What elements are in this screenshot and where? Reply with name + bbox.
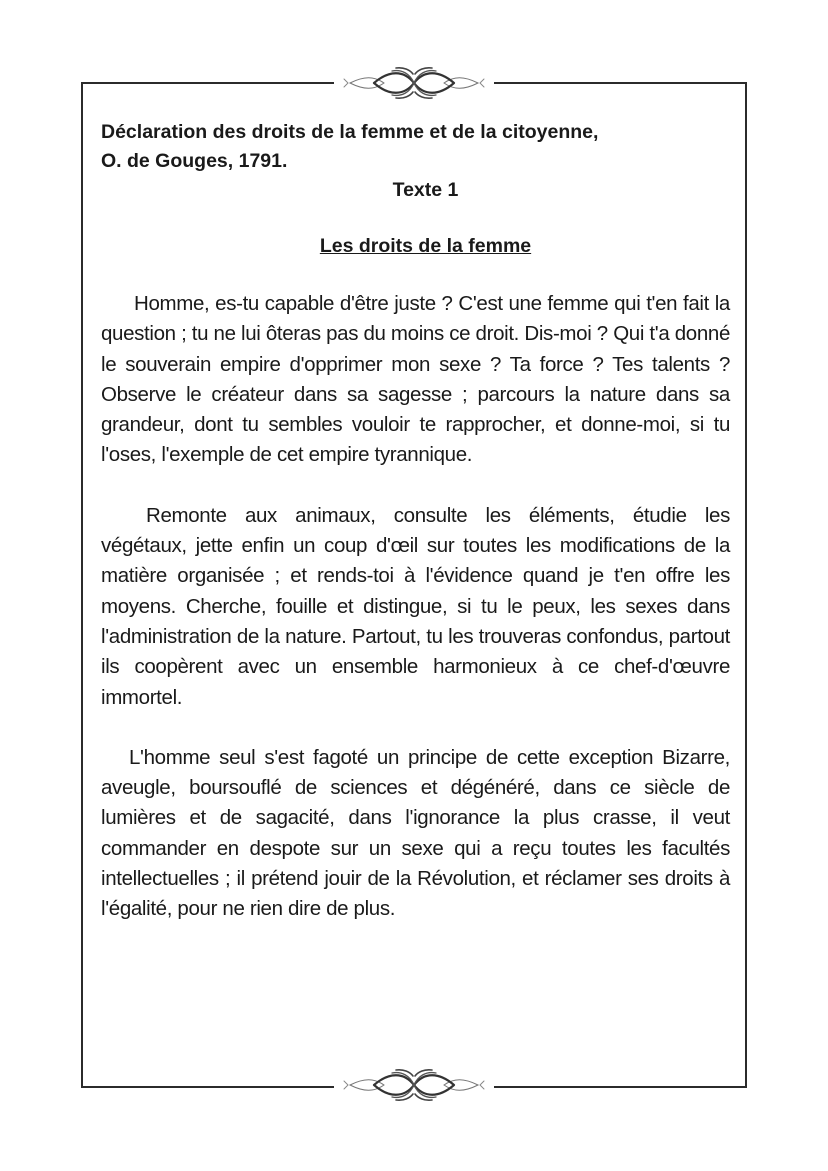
document-heading-author: O. de Gouges, 1791. bbox=[101, 150, 288, 172]
section-subtitle: Les droits de la femme bbox=[319, 235, 532, 257]
paragraph-1: Homme, es-tu capable d'être juste ? C'est une femme qui t'en fait la question ; tu ne lui ôteras pas du moins ce droit. Dis-moi ? Qui t'a donné le souverain empire d'opprimer mon sexe ? Ta force ? Tes talents ? Observe le créateur dans sa sagesse ; parcours la nature dans sa grandeur, dont tu sembles vouloir te rapprocher, et donne-moi, si tu l'oses, l'exemple de cet empire tyrannique. bbox=[101, 292, 730, 467]
bottom-flourish-ornament-icon bbox=[334, 1068, 494, 1102]
document-content bbox=[101, 118, 730, 925]
paragraph-3: L'homme seul s'est fagoté un principe de cette exception Bizarre, aveugle, boursouflé de sciences et dégénéré, dans ce siècle de lumières et de sagacité, dans l'ignorance la plus crasse, il veut commander en despote sur un sexe qui a reçu toutes les facultés intellectuelles ; il prétend jouir de la Révolution, et réclamer ses droits à l'égalité, pour ne rien dire de plus. bbox=[101, 745, 730, 921]
texte-label: Texte 1 bbox=[392, 179, 459, 201]
document-heading-title: Déclaration des droits de la femme et de la citoyenne, bbox=[101, 121, 599, 143]
top-flourish-ornament-icon bbox=[334, 66, 494, 100]
paragraph-2: Remonte aux animaux, consulte les éléments, étudie les végétaux, jette enfin un coup d'œil sur toutes les modifications de la matière organisée ; et rends-toi à l'évidence quand je t'en offre les moyens. Cherche, fouille et distingue, si tu le peux, les sexes dans l'administration de la nature. Partout, tu les trouveras confondus, partout ils coopèrent avec un ensemble harmonieux à ce chef-d'œuvre immortel. bbox=[101, 503, 730, 709]
